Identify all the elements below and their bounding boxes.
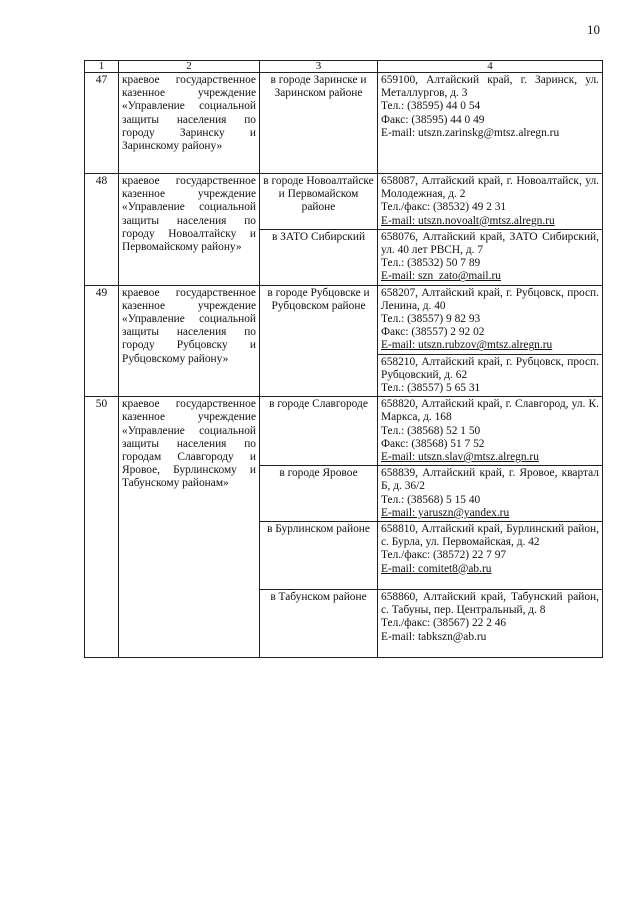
social-protection-offices-table <box>84 60 603 658</box>
branch-location: в ЗАТО Сибирский <box>260 229 378 285</box>
branch-location: в городе Заринске и Заринском районе <box>260 73 378 174</box>
email[interactable]: E-mail: tabkszn@ab.ru <box>381 630 487 643</box>
branch-location: в Бурлинском районе <box>260 522 378 590</box>
phone: Тел.: (38568) 52 1 50 <box>381 424 481 437</box>
branch-location: в городе Славгороде <box>260 397 378 466</box>
fax: Факс: (38557) 2 92 02 <box>381 326 485 339</box>
institution-name: краевое государственное казенное учреждение «Управление социальной защиты населения по городу Рубцовску и Рубцовскому району» <box>119 285 260 397</box>
postal-address: 659100, Алтайский край, г. Заринск, ул. Металлургов, д. 3 <box>381 74 599 100</box>
table-row <box>85 285 603 354</box>
branch-location: в Табунском районе <box>260 590 378 658</box>
column-number-row <box>85 61 603 73</box>
branch-contacts <box>378 522 603 590</box>
branch-location: в городе Рубцовске и Рубцовском районе <box>260 285 378 397</box>
phone: Тел.: (38595) 44 0 54 <box>381 100 481 113</box>
postal-address: 658860, Алтайский край, Табунский район, с. Табуны, пер. Центральный, д. 8 <box>381 591 599 617</box>
column-header-2: 2 <box>119 61 260 73</box>
column-header-1: 1 <box>85 61 119 73</box>
phone: Тел.: (38557) 5 65 31 <box>381 382 481 395</box>
postal-address: 658207, Алтайский край, г. Рубцовск, просп. Ленина, д. 40 <box>381 286 599 312</box>
row-number: 49 <box>85 285 119 397</box>
branch-contacts <box>378 285 603 354</box>
email[interactable]: E-mail: szn_zato@mail.ru <box>381 270 501 283</box>
postal-address: 658839, Алтайский край, г. Яровое, квартал Б, д. 36/2 <box>381 467 599 493</box>
phone: Тел.: (38532) 50 7 89 <box>381 257 481 270</box>
postal-address: 658076, Алтайский край, ЗАТО Сибирский, ул. 40 лет РВСН, д. 7 <box>381 230 599 257</box>
branch-contacts <box>378 354 603 397</box>
column-header-4: 4 <box>378 61 603 73</box>
email[interactable]: E-mail: utszn.novoalt@mtsz.alregn.ru <box>381 214 555 227</box>
row-number: 50 <box>85 397 119 658</box>
branch-location: в городе Новоалтайске и Первомайском районе <box>260 174 378 230</box>
branch-contacts <box>378 397 603 466</box>
email[interactable]: E-mail: utszn.slav@mtsz.alregn.ru <box>381 451 539 464</box>
fax: Факс: (38595) 44 0 49 <box>381 113 485 126</box>
branch-contacts <box>378 174 603 230</box>
email[interactable]: E-mail: utszn.zarinskg@mtsz.alregn.ru <box>381 126 560 139</box>
phone: Тел./факс: (38532) 49 2 31 <box>381 201 507 214</box>
fax: Факс: (38568) 51 7 52 <box>381 437 485 450</box>
email[interactable]: E-mail: comitet8@ab.ru <box>381 562 492 575</box>
branch-contacts <box>378 229 603 285</box>
email[interactable]: E-mail: utszn.rubzov@mtsz.alregn.ru <box>381 339 553 352</box>
postal-address: 658087, Алтайский край, г. Новоалтайск, ул. Молодежная, д. 2 <box>381 175 599 201</box>
institution-name: краевое государственное казенное учреждение «Управление социальной защиты населения по городам Славгороду и Яровое, Бурлинскому и Табунскому районам» <box>119 397 260 658</box>
phone: Тел./факс: (38567) 22 2 46 <box>381 617 507 630</box>
postal-address: 658210, Алтайский край, г. Рубцовск, просп. Рубцовский, д. 62 <box>381 355 599 381</box>
branch-location: в городе Яровое <box>260 466 378 522</box>
phone: Тел./факс: (38572) 22 7 97 <box>381 549 507 562</box>
table-row <box>85 397 603 466</box>
branch-contacts <box>378 466 603 522</box>
branch-contacts <box>378 590 603 658</box>
phone: Тел.: (38568) 5 15 40 <box>381 493 481 506</box>
institution-name: краевое государственное казенное учреждение «Управление социальной защиты населения по городу Заринску и Заринскому району» <box>119 73 260 174</box>
page-number: 10 <box>587 22 600 37</box>
branch-contacts <box>378 73 603 174</box>
phone: Тел.: (38557) 9 82 93 <box>381 313 481 326</box>
table-row <box>85 73 603 174</box>
row-number: 48 <box>85 174 119 286</box>
table-row <box>85 174 603 230</box>
email[interactable]: E-mail: yaruszn@yandex.ru <box>381 506 510 519</box>
postal-address: 658810, Алтайский край, Бурлинский район, с. Бурла, ул. Первомайская, д. 42 <box>381 523 599 549</box>
column-header-3: 3 <box>260 61 378 73</box>
postal-address: 658820, Алтайский край, г. Славгород, ул. К. Маркса, д. 168 <box>381 398 599 424</box>
row-number: 47 <box>85 73 119 174</box>
institution-name: краевое государственное казенное учреждение «Управление социальной защиты населения по городу Новоалтайску и Первомайскому району» <box>119 174 260 286</box>
